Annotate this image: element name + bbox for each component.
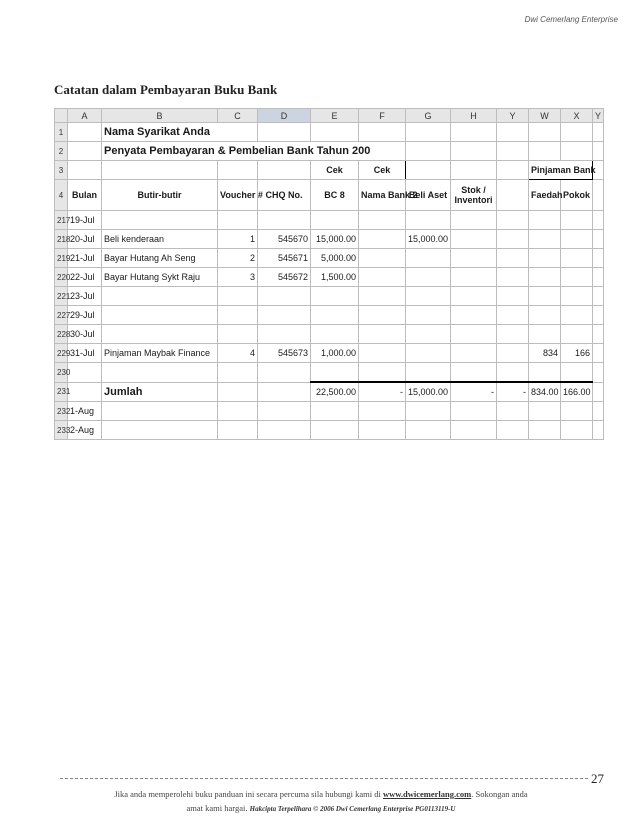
cell[interactable]: [451, 142, 497, 161]
cell[interactable]: [593, 421, 604, 440]
column-header[interactable]: F: [359, 109, 406, 123]
row-header[interactable]: 218: [55, 230, 68, 249]
cell[interactable]: [359, 249, 406, 268]
page-heading: Catatan dalam Pembayaran Buku Bank: [54, 82, 278, 97]
stok-cell[interactable]: [451, 344, 497, 363]
cell[interactable]: [561, 142, 593, 161]
cell[interactable]: [529, 402, 561, 421]
cell[interactable]: [406, 402, 451, 421]
bc-amount-cell[interactable]: 1,000.00: [311, 344, 359, 363]
cell[interactable]: [68, 161, 102, 180]
faedah-cell[interactable]: [529, 268, 561, 287]
row-header[interactable]: 4: [55, 180, 68, 211]
description-cell[interactable]: Bayar Hutang Sykt Raju: [102, 268, 218, 287]
cell[interactable]: [359, 344, 406, 363]
bc-amount-cell[interactable]: [311, 306, 359, 325]
voucher-cell[interactable]: [218, 287, 258, 306]
cell[interactable]: [497, 230, 529, 249]
voucher-cell[interactable]: [218, 363, 258, 383]
select-all-corner[interactable]: [55, 109, 68, 123]
stok-cell[interactable]: [451, 306, 497, 325]
cell[interactable]: [359, 211, 406, 230]
cell[interactable]: [218, 421, 258, 440]
row-header[interactable]: 227: [55, 306, 68, 325]
cell[interactable]: [359, 402, 406, 421]
header-cell-bulan[interactable]: Bulan: [68, 180, 102, 211]
row-header[interactable]: 229: [55, 344, 68, 363]
cheque-number-cell[interactable]: 545671: [258, 249, 311, 268]
cheque-number-cell[interactable]: [258, 306, 311, 325]
date-cell[interactable]: 31-Jul: [68, 344, 102, 363]
cell[interactable]: [102, 161, 218, 180]
beli-aset-cell[interactable]: [406, 306, 451, 325]
spreadsheet-screenshot: [54, 108, 603, 448]
cell[interactable]: [451, 161, 497, 180]
column-header[interactable]: B: [102, 109, 218, 123]
header-brand: Dwi Cemerlang Enterprise: [524, 15, 618, 24]
faedah-cell[interactable]: 834: [529, 344, 561, 363]
cell[interactable]: [593, 142, 604, 161]
row-header[interactable]: 221: [55, 287, 68, 306]
cheque-number-cell[interactable]: 545672: [258, 268, 311, 287]
pokok-cell[interactable]: [561, 363, 593, 383]
total-stok-cell[interactable]: -: [451, 382, 497, 402]
cheque-number-cell[interactable]: 545673: [258, 344, 311, 363]
header-cell-butir[interactable]: Butir-butir: [102, 180, 218, 211]
cell[interactable]: [561, 123, 593, 142]
stok-cell[interactable]: [451, 287, 497, 306]
cell[interactable]: [102, 402, 218, 421]
date-cell[interactable]: 30-Jul: [68, 325, 102, 344]
table-header-row: [55, 180, 604, 211]
cell[interactable]: [406, 142, 451, 161]
column-header-row: [55, 109, 604, 123]
column-header[interactable]: G: [406, 109, 451, 123]
pokok-cell[interactable]: [561, 325, 593, 344]
bc-amount-cell[interactable]: 15,000.00: [311, 230, 359, 249]
pokok-cell[interactable]: [561, 249, 593, 268]
beli-aset-cell[interactable]: [406, 268, 451, 287]
cell[interactable]: [359, 325, 406, 344]
header-cell-stok[interactable]: Stok / Inventori: [451, 180, 497, 211]
cell[interactable]: [561, 402, 593, 421]
faedah-cell[interactable]: [529, 325, 561, 344]
cell[interactable]: [529, 123, 561, 142]
cell[interactable]: [497, 344, 529, 363]
pokok-cell[interactable]: [561, 287, 593, 306]
date-cell[interactable]: 23-Jul: [68, 287, 102, 306]
cell[interactable]: [359, 287, 406, 306]
voucher-cell[interactable]: [218, 325, 258, 344]
beli-aset-cell[interactable]: [406, 363, 451, 383]
row-header[interactable]: 231: [55, 382, 68, 402]
cell[interactable]: [258, 161, 311, 180]
row-header[interactable]: 1: [55, 123, 68, 142]
cell[interactable]: [593, 344, 604, 363]
row-header[interactable]: 3: [55, 161, 68, 180]
date-cell[interactable]: 21-Jul: [68, 249, 102, 268]
cell[interactable]: [68, 382, 102, 402]
column-header[interactable]: Y: [593, 109, 604, 123]
cell[interactable]: [593, 306, 604, 325]
footer-text: [64, 787, 578, 816]
date-cell[interactable]: 20-Jul: [68, 230, 102, 249]
beli-aset-cell[interactable]: [406, 344, 451, 363]
footer-line1-start: Jika anda memperolehi buku panduan ini secara percuma sila hubungi kami di: [114, 789, 381, 799]
row-header[interactable]: 228: [55, 325, 68, 344]
table-row: [55, 211, 604, 230]
table-row: [55, 230, 604, 249]
cell[interactable]: [497, 161, 529, 180]
cheque-number-cell[interactable]: [258, 325, 311, 344]
faedah-cell[interactable]: [529, 211, 561, 230]
cell[interactable]: [497, 142, 529, 161]
table-row: [55, 402, 604, 421]
description-cell[interactable]: [102, 306, 218, 325]
cell[interactable]: [593, 230, 604, 249]
cek-header-cell[interactable]: Cek: [311, 161, 359, 180]
cell[interactable]: [218, 402, 258, 421]
column-header[interactable]: A: [68, 109, 102, 123]
cell[interactable]: [593, 268, 604, 287]
table-row: [55, 142, 604, 161]
row-header[interactable]: 232: [55, 402, 68, 421]
cell[interactable]: [406, 123, 451, 142]
table-row: [55, 306, 604, 325]
cheque-number-cell[interactable]: 545670: [258, 230, 311, 249]
stok-cell[interactable]: [451, 268, 497, 287]
table-row: [55, 344, 604, 363]
statement-title-cell[interactable]: Penyata Pembayaran & Pembelian Bank Tahun 200: [102, 142, 406, 161]
description-cell[interactable]: Beli kenderaan: [102, 230, 218, 249]
website-link[interactable]: www.dwicemerlang.com: [382, 789, 472, 799]
description-cell[interactable]: Bayar Hutang Ah Seng: [102, 249, 218, 268]
total-bc-cell[interactable]: 22,500.00: [311, 382, 359, 402]
table-row: [55, 421, 604, 440]
cell[interactable]: [258, 421, 311, 440]
cell[interactable]: [561, 421, 593, 440]
cell[interactable]: [529, 142, 561, 161]
voucher-cell[interactable]: 3: [218, 268, 258, 287]
row-header[interactable]: 217: [55, 211, 68, 230]
total-y-cell[interactable]: -: [497, 382, 529, 402]
cell[interactable]: [497, 325, 529, 344]
cell[interactable]: [529, 421, 561, 440]
cell[interactable]: [406, 161, 451, 180]
date-cell[interactable]: 19-Jul: [68, 211, 102, 230]
cell[interactable]: [497, 287, 529, 306]
bc-amount-cell[interactable]: [311, 325, 359, 344]
cell[interactable]: [359, 123, 406, 142]
column-header[interactable]: C: [218, 109, 258, 123]
date-cell[interactable]: 29-Jul: [68, 306, 102, 325]
total-nama-bank-cell[interactable]: -: [359, 382, 406, 402]
voucher-cell[interactable]: 1: [218, 230, 258, 249]
cell[interactable]: [593, 363, 604, 383]
total-beli-aset-cell[interactable]: 15,000.00: [406, 382, 451, 402]
header-cell-bc[interactable]: BC 8: [311, 180, 359, 211]
beli-aset-cell[interactable]: [406, 325, 451, 344]
cell[interactable]: [497, 268, 529, 287]
footer-line1-end: . Sokongan anda: [471, 789, 528, 799]
pinjaman-bank-header-cell[interactable]: Pinjaman Bank: [529, 161, 593, 180]
date-cell[interactable]: 22-Jul: [68, 268, 102, 287]
cell[interactable]: [258, 382, 311, 402]
description-cell[interactable]: [102, 287, 218, 306]
cell[interactable]: [593, 382, 604, 402]
footer-line2: amat kami hargai.: [186, 803, 248, 813]
description-cell[interactable]: [102, 211, 218, 230]
cell[interactable]: [593, 325, 604, 344]
bc-amount-cell[interactable]: [311, 287, 359, 306]
column-header-selected[interactable]: D: [258, 109, 311, 123]
beli-aset-cell[interactable]: [406, 211, 451, 230]
cell[interactable]: [593, 402, 604, 421]
description-cell[interactable]: [102, 325, 218, 344]
cell[interactable]: [451, 123, 497, 142]
cell[interactable]: [497, 180, 529, 211]
cell[interactable]: [497, 123, 529, 142]
cell[interactable]: [497, 306, 529, 325]
cell[interactable]: [218, 161, 258, 180]
date-cell[interactable]: 1-Aug: [68, 402, 102, 421]
faedah-cell[interactable]: [529, 230, 561, 249]
cell[interactable]: [359, 306, 406, 325]
cell[interactable]: [311, 421, 359, 440]
page-number: 27: [591, 771, 604, 786]
cell[interactable]: [451, 421, 497, 440]
cek-header-cell[interactable]: Cek: [359, 161, 406, 180]
column-header[interactable]: E: [311, 109, 359, 123]
column-header[interactable]: H: [451, 109, 497, 123]
pokok-cell[interactable]: [561, 306, 593, 325]
faedah-cell[interactable]: [529, 306, 561, 325]
table-row: [55, 287, 604, 306]
column-header[interactable]: Y: [497, 109, 529, 123]
column-header[interactable]: X: [561, 109, 593, 123]
bc-amount-cell[interactable]: [311, 211, 359, 230]
pokok-cell[interactable]: [561, 211, 593, 230]
beli-aset-cell[interactable]: [406, 249, 451, 268]
cell[interactable]: [258, 123, 311, 142]
total-faedah-cell[interactable]: 834.00: [529, 382, 561, 402]
row-header[interactable]: 220: [55, 268, 68, 287]
row-header[interactable]: 219: [55, 249, 68, 268]
bc-amount-cell[interactable]: [311, 363, 359, 383]
cell[interactable]: [593, 180, 604, 211]
faedah-cell[interactable]: [529, 363, 561, 383]
company-name-cell[interactable]: Nama Syarikat Anda: [102, 123, 258, 142]
date-cell[interactable]: 2-Aug: [68, 421, 102, 440]
cell[interactable]: [102, 421, 218, 440]
header-cell-nama-bank[interactable]: Nama Bank 2: [359, 180, 406, 211]
pokok-cell[interactable]: 166: [561, 344, 593, 363]
description-cell[interactable]: Pinjaman Maybak Finance: [102, 344, 218, 363]
copyright-notice: Hakcipta Terpelihara © 2006 Dwi Cemerlang Enterprise PG0113119-U: [249, 805, 456, 813]
cell[interactable]: [593, 287, 604, 306]
cell[interactable]: [497, 363, 529, 383]
cell[interactable]: [497, 421, 529, 440]
cell[interactable]: [68, 123, 102, 142]
cheque-number-cell[interactable]: [258, 363, 311, 383]
header-cell-chq[interactable]: CHQ No.: [258, 180, 311, 211]
stok-cell[interactable]: [451, 363, 497, 383]
cell[interactable]: [497, 249, 529, 268]
cell[interactable]: [359, 421, 406, 440]
voucher-cell[interactable]: 2: [218, 249, 258, 268]
table-row: [55, 249, 604, 268]
bc-amount-cell[interactable]: 5,000.00: [311, 249, 359, 268]
cell[interactable]: [258, 402, 311, 421]
pokok-cell[interactable]: [561, 268, 593, 287]
bc-amount-cell[interactable]: 1,500.00: [311, 268, 359, 287]
column-header[interactable]: W: [529, 109, 561, 123]
description-cell[interactable]: [102, 363, 218, 383]
stok-cell[interactable]: [451, 211, 497, 230]
cell[interactable]: [406, 421, 451, 440]
stok-cell[interactable]: [451, 230, 497, 249]
header-cell-faedah[interactable]: Faedah: [529, 180, 561, 211]
cell[interactable]: [593, 249, 604, 268]
cell[interactable]: [593, 123, 604, 142]
cell[interactable]: [68, 142, 102, 161]
faedah-cell[interactable]: [529, 249, 561, 268]
table-row: [55, 325, 604, 344]
cheque-number-cell[interactable]: [258, 287, 311, 306]
cheque-number-cell[interactable]: [258, 211, 311, 230]
table-row: [55, 161, 604, 180]
cell[interactable]: [218, 382, 258, 402]
cell[interactable]: [497, 211, 529, 230]
header-cell-voucher[interactable]: Voucher #: [218, 180, 258, 211]
table-row: [55, 123, 604, 142]
voucher-cell[interactable]: [218, 211, 258, 230]
row-header[interactable]: 230: [55, 363, 68, 383]
row-header[interactable]: 233: [55, 421, 68, 440]
pokok-cell[interactable]: [561, 230, 593, 249]
cell[interactable]: [359, 363, 406, 383]
cell[interactable]: [311, 123, 359, 142]
cell[interactable]: [497, 402, 529, 421]
cell[interactable]: [359, 230, 406, 249]
voucher-cell[interactable]: 4: [218, 344, 258, 363]
table-row: [55, 268, 604, 287]
table-row: [55, 363, 604, 383]
voucher-cell[interactable]: [218, 306, 258, 325]
footer-divider: [60, 778, 588, 779]
cell[interactable]: [359, 268, 406, 287]
date-cell[interactable]: [68, 363, 102, 383]
cell[interactable]: [593, 211, 604, 230]
row-header[interactable]: 2: [55, 142, 68, 161]
stok-cell[interactable]: [451, 325, 497, 344]
total-label-cell[interactable]: Jumlah: [102, 382, 218, 402]
total-pokok-cell[interactable]: 166.00: [561, 382, 593, 402]
header-cell-beli-aset[interactable]: Beli Aset: [406, 180, 451, 211]
stok-cell[interactable]: [451, 249, 497, 268]
cell[interactable]: [451, 402, 497, 421]
beli-aset-cell[interactable]: [406, 287, 451, 306]
faedah-cell[interactable]: [529, 287, 561, 306]
total-row: [55, 382, 604, 402]
cell[interactable]: [311, 402, 359, 421]
beli-aset-cell[interactable]: 15,000.00: [406, 230, 451, 249]
header-cell-pokok[interactable]: Pokok: [561, 180, 593, 211]
